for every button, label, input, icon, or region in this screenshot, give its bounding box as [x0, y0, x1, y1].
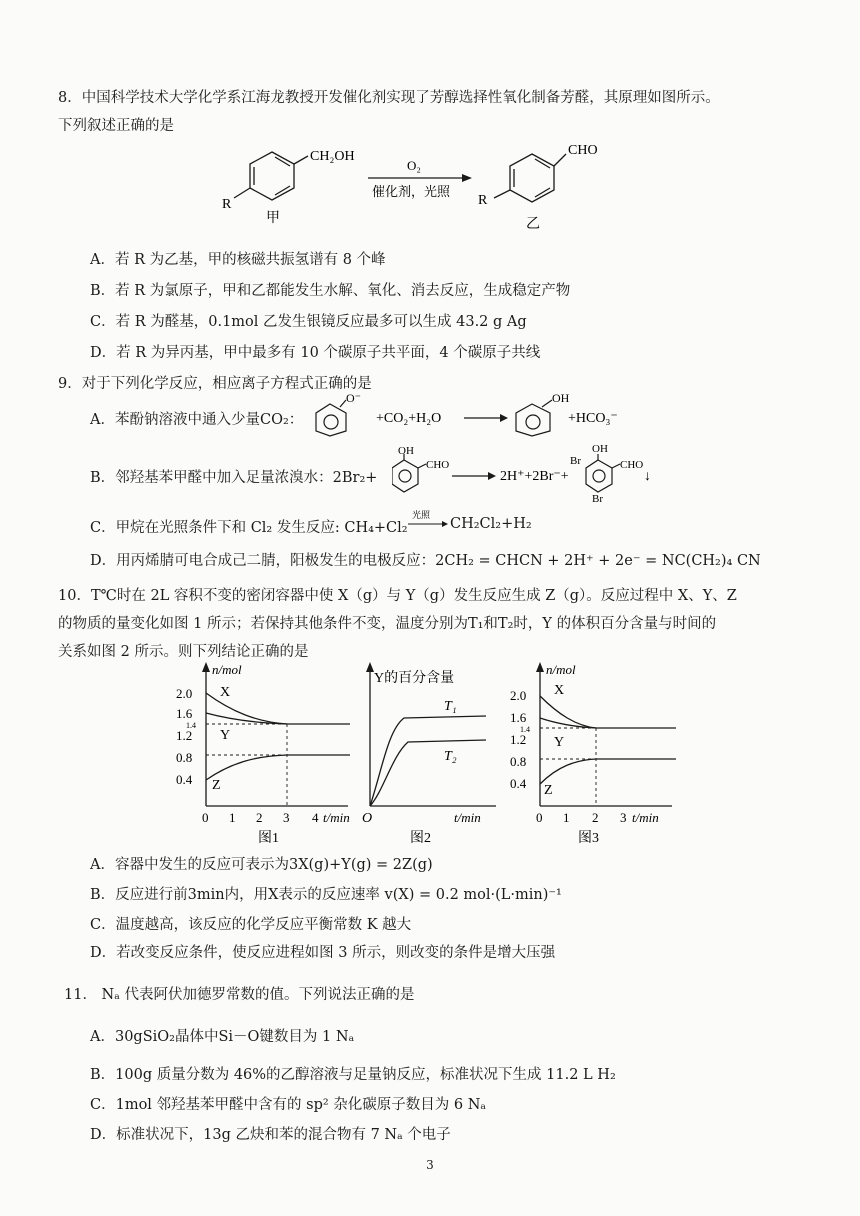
arrow-reagent-top: O₂ [407, 158, 421, 173]
fig2-curves [370, 716, 486, 806]
fig3-ylabel: n/mol [546, 662, 576, 677]
q11-option-b: B．100g 质量分数为 46%的乙醇溶液与足量钠反应，标准状况下生成 11.2 L H₂ [90, 1067, 616, 1083]
q9-option-c-text: C．甲烷在光照条件下和 Cl₂ 发生反应: CH₄+Cl₂ [90, 520, 408, 536]
q10-figure-1 [172, 660, 362, 850]
product-bicarbonate: +HCO₃⁻ [568, 411, 618, 426]
q11-option-d: D．标准状况下，13g 乙炔和苯的混合物有 7 Nₐ 个电子 [90, 1127, 451, 1143]
q8-option-a: A．若 R 为乙基，甲的核磁共振氢谱有 8 个峰 [90, 252, 386, 268]
q9-option-c-arrow [406, 510, 450, 532]
right-substituent: CHO [568, 143, 598, 158]
fig1-ytick-1.4: 1.4 [186, 721, 196, 730]
fig3-xtick-0: 0 [536, 810, 543, 825]
fig2-curve-t1 [370, 716, 486, 806]
q9-stem: 9．对于下列化学反应，相应离子方程式正确的是 [58, 376, 372, 392]
q10-option-b: B．反应进行前3min内，用X表示的反应速率 v(X) = 0.2 mol·(L·min)⁻¹ [90, 887, 562, 903]
q10-stem-line2: 的物质的量变化如图 1 所示；若保持其他条件不变，温度分别为T₁和T₂时，Y 的体积百分含量与时间的 [58, 616, 717, 632]
fig3-label-z: Z [544, 783, 553, 798]
q8-option-b: B．若 R 为氯原子，甲和乙都能发生水解、氧化、消去反应，生成稳定产物 [90, 283, 571, 299]
fig1-xtick-2: 2 [256, 810, 263, 825]
fig3-ytick-0.4: 0.4 [510, 776, 527, 791]
q8-stem-line2: 下列叙述正确的是 [58, 118, 174, 134]
fig1-xtick-3: 3 [283, 810, 290, 825]
q10-option-d: D．若改变反应条件，使反应进程如图 3 所示，则改变的条件是增大压强 [90, 945, 556, 961]
q9-option-d: D．用丙烯腈可电合成己二腈，阳极发生的电极反应：2CH₂ = CHCN + 2H⁺ + 2e⁻ = NC(CH₂)₄ CN [90, 553, 761, 569]
fig3-ytick-1.4: 1.4 [520, 725, 530, 734]
q10-figure-3 [506, 660, 686, 850]
fig1-ytick-2.0: 2.0 [176, 686, 193, 701]
fig3-xtick-3: 3 [620, 810, 627, 825]
q9-option-b-prefix: B．邻羟基苯甲醛中加入足量浓溴水：2Br₂+ [90, 470, 378, 486]
q8-stem-line1: 8．中国科学技术大学化学系江海龙教授开发催化剂实现了芳醇选择性氧化制备芳醛，其原理如图所示。 [58, 90, 720, 106]
fig3-label-x: X [554, 683, 565, 698]
fig3-xtick-2: 2 [592, 810, 599, 825]
fig2-xlabel: t/min [454, 810, 481, 825]
fig3-ytick-1.6: 1.6 [510, 710, 527, 725]
fig1-ylabel: n/mol [212, 662, 242, 677]
fig2-label-t2: T₂ [444, 749, 457, 764]
bromo-top: Br [570, 455, 581, 467]
products-ions: 2H⁺+2Br⁻+ [500, 469, 569, 484]
reactant-cho: CHO [426, 459, 450, 471]
fig1-caption: 图1 [258, 831, 279, 846]
fig1-xtick-0: 0 [202, 810, 209, 825]
compound-label-yi: 乙 [526, 217, 540, 232]
benzene-ring-left [234, 152, 308, 200]
reactant-oh: OH [398, 445, 414, 457]
q10-option-a: A．容器中发生的反应可表示为3X(g)+Y(g) = 2Z(g) [90, 857, 433, 873]
phenoxide-o: O⁻ [346, 392, 361, 405]
right-r-group: R [478, 193, 488, 208]
precipitate-arrow: ↓ [644, 469, 651, 484]
q8-option-c: C．若 R 为醛基，0.1mol 乙发生银镜反应最多可以生成 43.2 g Ag [90, 314, 527, 330]
q11-option-a: A．30gSiO₂晶体中Si－O键数目为 1 Nₐ [90, 1029, 355, 1045]
fig3-caption: 图3 [578, 831, 599, 846]
q9-option-b-equation [392, 444, 662, 504]
arrow-condition-bottom: 催化剂，光照 [372, 184, 451, 199]
fig2-ylabel: Y的百分含量 [374, 671, 455, 686]
fig3-ytick-2.0: 2.0 [510, 688, 527, 703]
q10-stem-line3: 关系如图 2 所示。则下列结论正确的是 [58, 644, 309, 660]
q9-option-c-products: CH₂Cl₂+H₂ [450, 516, 532, 532]
q9-option-a-prefix: A．苯酚钠溶液中通入少量CO₂： [90, 412, 304, 428]
fig2-caption: 图2 [410, 831, 431, 846]
reactants-co2-h2o: +CO₂+H₂O [376, 411, 442, 426]
compound-label-jia: 甲 [266, 211, 280, 226]
product-cho: CHO [620, 459, 644, 471]
salicylaldehyde-ring [392, 454, 426, 492]
page-number: 3 [426, 1158, 434, 1172]
left-r-group: R [222, 197, 232, 212]
phenol-oh: OH [552, 392, 570, 405]
fig2-label-t1: T₁ [444, 699, 457, 714]
q8-reaction-scheme [210, 140, 630, 236]
fig3-label-y: Y [554, 735, 565, 750]
benzene-ring-right [494, 154, 566, 202]
fig1-label-y: Y [220, 728, 231, 743]
fig1-xtick-4: 4 [312, 810, 319, 825]
fig2-curve-t2 [370, 740, 486, 806]
bromo-bottom: Br [592, 493, 603, 504]
fig1-xtick-1: 1 [229, 810, 236, 825]
q10-option-c: C．温度越高，该反应的化学反应平衡常数 K 越大 [90, 917, 412, 933]
fig1-curve-z [206, 755, 350, 780]
q9-option-a-equation [312, 392, 672, 438]
fig3-ytick-1.2: 1.2 [510, 732, 527, 747]
fig3-ytick-0.8: 0.8 [510, 754, 527, 769]
fig1-xlabel: t/min [323, 810, 350, 825]
left-substituent: CH₂OH [310, 149, 355, 164]
fig1-ytick-1.6: 1.6 [176, 706, 193, 721]
fig3-curve-z [540, 759, 676, 784]
phenoxide-ring [316, 400, 346, 436]
q10-stem-line1: 10．T℃时在 2L 容积不变的密闭容器中使 X（g）与 Y（g）发生反应生成 Z（g）。反应过程中 X、Y、Z [58, 588, 737, 604]
dibromo-ring [586, 454, 620, 492]
fig1-ytick-1.2: 1.2 [176, 728, 193, 743]
q11-option-c: C．1mol 邻羟基苯甲醛中含有的 sp² 杂化碳原子数目为 6 Nₐ [90, 1097, 487, 1113]
condition-light: 光照 [412, 510, 431, 520]
fig3-xlabel: t/min [632, 810, 659, 825]
fig1-ytick-0.4: 0.4 [176, 772, 193, 787]
phenol-ring [516, 400, 552, 436]
fig3-xtick-1: 1 [563, 810, 570, 825]
q8-option-d: D．若 R 为异丙基，甲中最多有 10 个碳原子共平面，4 个碳原子共线 [90, 345, 541, 361]
fig1-label-z: Z [212, 778, 221, 793]
fig1-label-x: X [220, 685, 231, 700]
q11-stem: 11． Nₐ 代表阿伏加德罗常数的值。下列说法正确的是 [64, 987, 415, 1003]
product-oh: OH [592, 444, 608, 455]
fig2-origin: O [362, 811, 373, 826]
q10-figure-2 [356, 660, 506, 850]
fig1-ytick-0.8: 0.8 [176, 750, 193, 765]
